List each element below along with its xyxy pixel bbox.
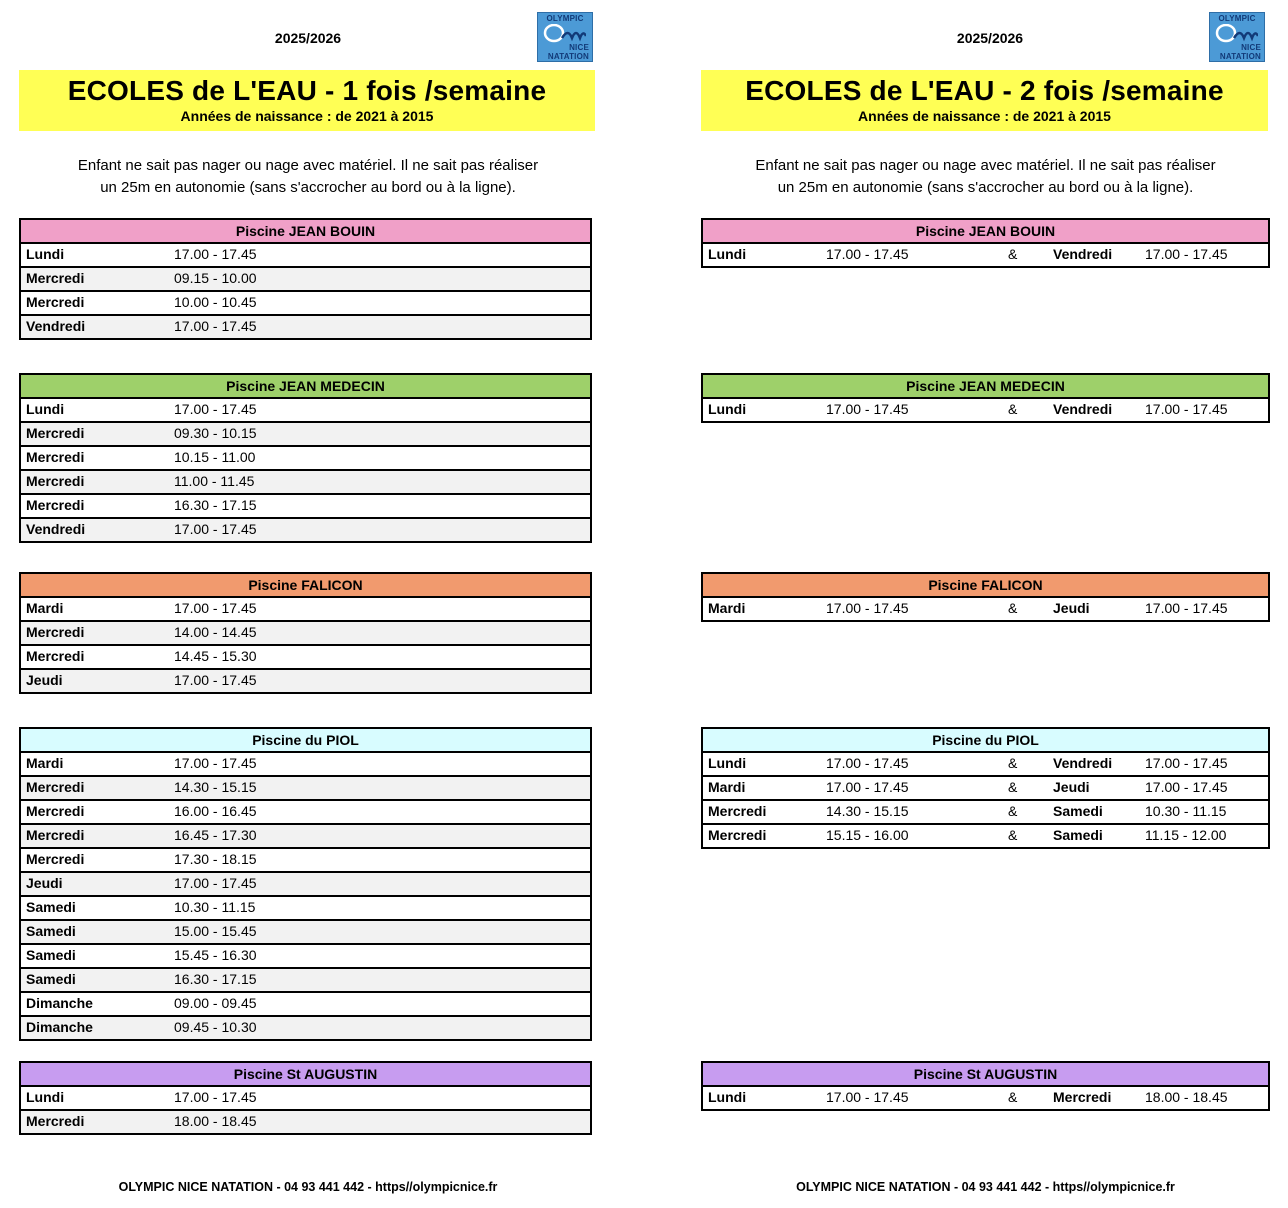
time-cell: 16.45 - 17.30 [174, 827, 257, 843]
table-row [21, 598, 590, 622]
ampersand-separator: & [1008, 246, 1018, 262]
footer-contact: OLYMPIC NICE NATATION - 04 93 441 442 - https//olympicnice.fr [796, 1180, 1175, 1194]
time-cell: 17.00 - 17.45 [174, 318, 257, 334]
page-title: ECOLES de L'EAU - 1 fois /semaine [67, 75, 547, 106]
day-cell: Mercredi [26, 270, 85, 286]
day-cell: Dimanche [26, 995, 93, 1011]
table-row [21, 897, 590, 921]
time-cell: 17.00 - 17.45 [174, 672, 257, 688]
season-label: 2025/2026 [956, 30, 1024, 46]
ampersand-separator: & [1008, 401, 1018, 417]
table-row [21, 969, 590, 993]
day-cell: Vendredi [26, 521, 86, 537]
second-time-cell: 17.00 - 17.45 [1145, 755, 1228, 771]
second-day-cell: Samedi [1053, 803, 1103, 819]
pool-table-st-augustin [19, 1061, 592, 1135]
pool-table-piol [19, 727, 592, 1041]
time-cell: 09.00 - 09.45 [174, 995, 257, 1011]
table-row [21, 447, 590, 471]
second-time-cell: 17.00 - 17.45 [1145, 246, 1228, 262]
table-row [703, 399, 1268, 421]
table-row [21, 646, 590, 670]
table-row [21, 316, 590, 338]
ampersand-separator: & [1008, 1089, 1018, 1105]
pool-name-header: Piscine St AUGUSTIN [21, 1063, 590, 1087]
table-row [21, 399, 590, 423]
pool-name-header: Piscine JEAN BOUIN [21, 220, 590, 244]
time-cell: 18.00 - 18.45 [174, 1113, 257, 1129]
day-cell: Mercredi [26, 425, 85, 441]
day-cell: Samedi [26, 947, 76, 963]
second-time-cell: 18.00 - 18.45 [1145, 1089, 1228, 1105]
day-cell: Mercredi [708, 827, 767, 843]
time-cell: 15.45 - 16.30 [174, 947, 257, 963]
time-cell: 15.15 - 16.00 [826, 827, 909, 843]
time-cell: 16.30 - 17.15 [174, 971, 257, 987]
day-cell: Mercredi [26, 779, 85, 795]
club-logo [537, 12, 593, 62]
time-cell: 17.00 - 17.45 [174, 875, 257, 891]
day-cell: Mardi [708, 779, 746, 795]
page-title: ECOLES de L'EAU - 2 fois /semaine [745, 75, 1224, 106]
time-cell: 17.00 - 17.45 [826, 246, 909, 262]
time-cell: 11.00 - 11.45 [174, 473, 255, 489]
time-cell: 10.30 - 11.15 [174, 899, 256, 915]
logo-text-olympic: OLYMPIC [546, 14, 584, 23]
time-cell: 14.30 - 15.15 [174, 779, 257, 795]
logo-text-natation: NATATION [547, 52, 589, 61]
table-row [703, 777, 1268, 801]
day-cell: Samedi [26, 923, 76, 939]
table-row [21, 993, 590, 1017]
level-description [701, 155, 1270, 199]
time-cell: 09.45 - 10.30 [174, 1019, 257, 1035]
table-row [21, 292, 590, 316]
time-cell: 17.00 - 17.45 [174, 755, 257, 771]
time-cell: 17.00 - 17.45 [174, 401, 257, 417]
description-line-2: un 25m en autonomie (sans s'accrocher au bord ou à la ligne). [777, 179, 1194, 196]
day-cell: Lundi [26, 246, 65, 262]
day-cell: Mercredi [26, 648, 85, 664]
season-label: 2025/2026 [274, 30, 342, 46]
schedule-1x-week [19, 0, 597, 1208]
table-row [21, 423, 590, 447]
time-cell: 17.00 - 17.45 [826, 1089, 909, 1105]
second-time-cell: 17.00 - 17.45 [1145, 401, 1228, 417]
pool-table-jean-bouin [19, 218, 592, 340]
pool-name-header: Piscine JEAN BOUIN [703, 220, 1268, 244]
table-row [703, 801, 1268, 825]
second-day-cell: Jeudi [1053, 600, 1090, 616]
time-cell: 17.00 - 17.45 [826, 401, 909, 417]
day-cell: Mercredi [26, 497, 85, 513]
pool-name-header: Piscine FALICON [703, 574, 1268, 598]
time-cell: 17.00 - 17.45 [174, 246, 257, 262]
pool-table-falicon [701, 572, 1270, 622]
table-row [21, 1111, 590, 1133]
table-row [21, 1017, 590, 1039]
pool-table-falicon [19, 572, 592, 694]
swimmer-wave-icon [542, 24, 586, 44]
day-cell: Mercredi [26, 851, 85, 867]
time-cell: 17.00 - 17.45 [826, 755, 909, 771]
second-time-cell: 17.00 - 17.45 [1145, 600, 1228, 616]
day-cell: Lundi [26, 401, 65, 417]
second-time-cell: 11.15 - 12.00 [1145, 827, 1227, 843]
swimmer-wave-icon [1214, 24, 1258, 44]
day-cell: Lundi [708, 246, 747, 262]
second-time-cell: 17.00 - 17.45 [1145, 779, 1228, 795]
day-cell: Mercredi [26, 624, 85, 640]
ampersand-separator: & [1008, 827, 1018, 843]
day-cell: Samedi [26, 971, 76, 987]
table-row [703, 244, 1268, 266]
day-cell: Mercredi [26, 1113, 85, 1129]
title-banner [19, 70, 595, 131]
logo-text-natation: NATATION [1219, 52, 1261, 61]
day-cell: Lundi [708, 401, 747, 417]
logo-text-nice: NICE [569, 43, 589, 52]
ampersand-separator: & [1008, 600, 1018, 616]
description-line-1: Enfant ne sait pas nager ou nage avec matériel. Il ne sait pas réaliser [755, 157, 1216, 174]
second-day-cell: Mercredi [1053, 1089, 1112, 1105]
time-cell: 17.00 - 17.45 [174, 1089, 257, 1105]
second-day-cell: Vendredi [1053, 755, 1113, 771]
pool-name-header: Piscine JEAN MEDECIN [703, 375, 1268, 399]
time-cell: 10.15 - 11.00 [174, 449, 256, 465]
day-cell: Jeudi [26, 672, 63, 688]
day-cell: Mercredi [26, 827, 85, 843]
time-cell: 14.30 - 15.15 [826, 803, 909, 819]
table-row [21, 849, 590, 873]
table-row [703, 753, 1268, 777]
pool-table-st-augustin [701, 1061, 1270, 1111]
table-row [21, 471, 590, 495]
title-banner [701, 70, 1268, 131]
pool-name-header: Piscine du PIOL [21, 729, 590, 753]
second-day-cell: Jeudi [1053, 779, 1090, 795]
table-row [21, 921, 590, 945]
pool-table-piol [701, 727, 1270, 849]
time-cell: 09.15 - 10.00 [174, 270, 257, 286]
table-row [21, 622, 590, 646]
time-cell: 10.00 - 10.45 [174, 294, 257, 310]
time-cell: 14.00 - 14.45 [174, 624, 257, 640]
table-row [21, 777, 590, 801]
day-cell: Mercredi [26, 473, 85, 489]
description-line-1: Enfant ne sait pas nager ou nage avec matériel. Il ne sait pas réaliser [77, 157, 539, 174]
pool-name-header: Piscine JEAN MEDECIN [21, 375, 590, 399]
second-day-cell: Vendredi [1053, 246, 1113, 262]
time-cell: 17.30 - 18.15 [174, 851, 257, 867]
day-cell: Mercredi [26, 294, 85, 310]
day-cell: Dimanche [26, 1019, 93, 1035]
day-cell: Vendredi [26, 318, 86, 334]
day-cell: Mercredi [708, 803, 767, 819]
time-cell: 17.00 - 17.45 [826, 600, 909, 616]
table-row [21, 753, 590, 777]
time-cell: 17.00 - 17.45 [826, 779, 909, 795]
logo-text-olympic: OLYMPIC [1218, 14, 1256, 23]
table-row [21, 495, 590, 519]
table-row [21, 825, 590, 849]
birth-years-subtitle: Années de naissance : de 2021 à 2015 [180, 108, 434, 124]
table-row [703, 598, 1268, 620]
table-row [21, 1087, 590, 1111]
footer-contact: OLYMPIC NICE NATATION - 04 93 441 442 - https//olympicnice.fr [118, 1180, 498, 1194]
pool-table-jean-medecin [701, 373, 1270, 423]
time-cell: 09.30 - 10.15 [174, 425, 257, 441]
time-cell: 17.00 - 17.45 [174, 521, 257, 537]
table-row [21, 873, 590, 897]
pool-name-header: Piscine du PIOL [703, 729, 1268, 753]
ampersand-separator: & [1008, 803, 1018, 819]
birth-years-subtitle: Années de naissance : de 2021 à 2015 [858, 108, 1111, 124]
table-row [21, 801, 590, 825]
ampersand-separator: & [1008, 779, 1018, 795]
day-cell: Lundi [26, 1089, 65, 1105]
table-row [21, 268, 590, 292]
second-time-cell: 10.30 - 11.15 [1145, 803, 1227, 819]
pool-table-jean-medecin [19, 373, 592, 543]
day-cell: Samedi [26, 899, 76, 915]
table-row [21, 519, 590, 541]
day-cell: Mardi [26, 600, 64, 616]
time-cell: 16.30 - 17.15 [174, 497, 257, 513]
ampersand-separator: & [1008, 755, 1018, 771]
description-line-2: un 25m en autonomie (sans s'accrocher au bord ou à la ligne). [100, 179, 516, 196]
pool-name-header: Piscine St AUGUSTIN [703, 1063, 1268, 1087]
time-cell: 15.00 - 15.45 [174, 923, 257, 939]
day-cell: Mardi [708, 600, 746, 616]
table-row [21, 244, 590, 268]
level-description [19, 155, 597, 199]
club-logo [1209, 12, 1265, 62]
time-cell: 16.00 - 16.45 [174, 803, 257, 819]
pool-table-jean-bouin [701, 218, 1270, 268]
day-cell: Mardi [26, 755, 64, 771]
day-cell: Jeudi [26, 875, 63, 891]
second-day-cell: Vendredi [1053, 401, 1113, 417]
pool-name-header: Piscine FALICON [21, 574, 590, 598]
table-row [21, 945, 590, 969]
time-cell: 14.45 - 15.30 [174, 648, 257, 664]
time-cell: 17.00 - 17.45 [174, 600, 257, 616]
day-cell: Mercredi [26, 803, 85, 819]
table-row [21, 670, 590, 692]
day-cell: Lundi [708, 1089, 747, 1105]
table-row [703, 825, 1268, 847]
table-row [703, 1087, 1268, 1109]
day-cell: Lundi [708, 755, 747, 771]
schedule-2x-week [701, 0, 1270, 1208]
day-cell: Mercredi [26, 449, 85, 465]
logo-text-nice: NICE [1241, 43, 1261, 52]
second-day-cell: Samedi [1053, 827, 1103, 843]
